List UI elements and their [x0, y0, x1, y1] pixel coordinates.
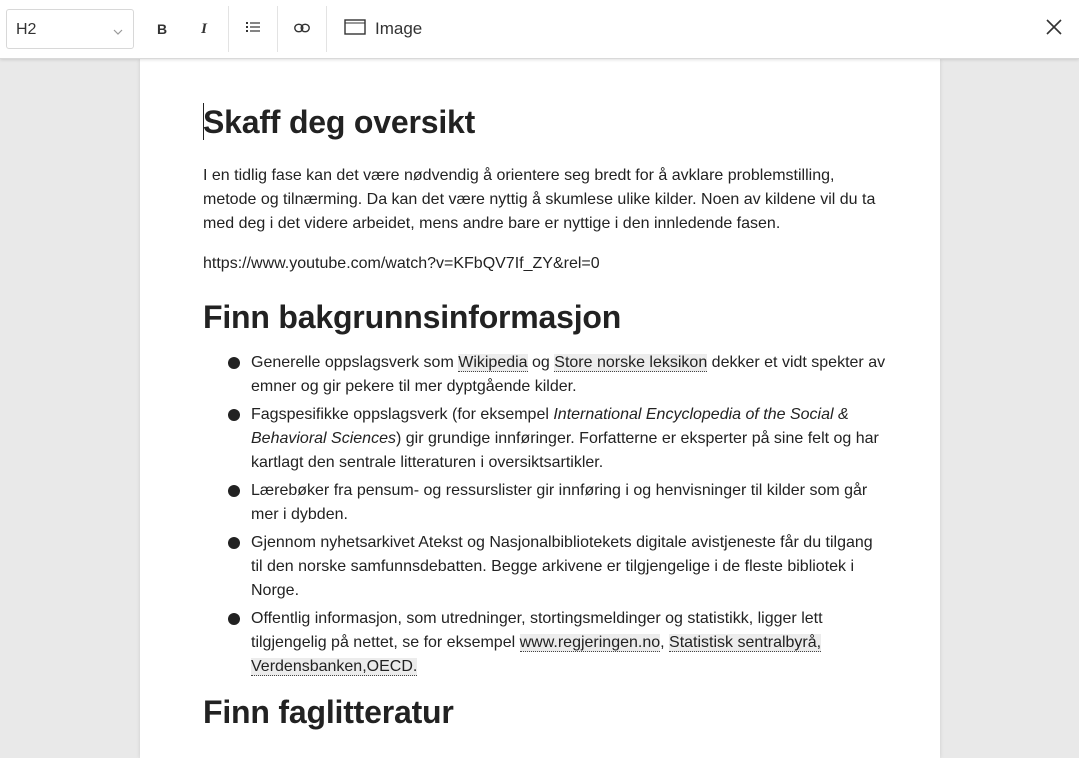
- bullet-list-button[interactable]: [233, 9, 273, 49]
- toolbar-divider: [228, 6, 229, 52]
- close-icon: [1046, 19, 1062, 40]
- heading-finn-faglitteratur[interactable]: Finn faglitteratur: [203, 694, 454, 730]
- bullet-icon: [228, 613, 240, 625]
- link-regjeringen[interactable]: www.regjeringen.no: [519, 634, 661, 651]
- link-wikipedia[interactable]: Wikipedia: [458, 354, 528, 371]
- image-icon: [344, 19, 366, 40]
- list-item-text: Fagspesifikke oppslagsverk (for eksempel: [251, 406, 554, 423]
- list-item-text: ) gir grundige innføringer. Forfatterne er eksperter på sine felt og har kartlagt den sentrale litteraturen i oversiktsartikler.: [251, 430, 879, 471]
- italic-icon: I: [201, 20, 207, 37]
- list-item[interactable]: [228, 607, 888, 679]
- link-button[interactable]: [282, 9, 322, 49]
- list-item-text: Generelle oppslagsverk som: [251, 354, 459, 371]
- editor-toolbar: [0, 0, 1079, 59]
- bold-button[interactable]: [142, 9, 182, 49]
- bullet-icon: [228, 357, 240, 369]
- link-icon: [294, 20, 310, 38]
- bullet-icon: [228, 409, 240, 421]
- list-item-text: og: [527, 354, 555, 371]
- block-style-value: H2: [16, 21, 37, 38]
- video-url[interactable]: https://www.youtube.com/watch?v=KFbQV7If_ZY&rel=0: [203, 255, 600, 272]
- list-item[interactable]: [228, 531, 888, 603]
- list-item[interactable]: [228, 403, 888, 475]
- list-item-text: Gjennom nyhetsarkivet Atekst og Nasjonalbibliotekets digitale avistjeneste får du tilgang til den norske samfunnsdebatten. Begge arkivene er tilgjengelige i de fleste bibliotek i Norge.: [251, 534, 873, 599]
- close-button[interactable]: [1041, 16, 1067, 42]
- document-page[interactable]: [140, 59, 940, 758]
- bold-icon: B: [156, 21, 168, 37]
- bullet-list-icon: [246, 20, 260, 38]
- encyclopedia-title: International Encyclopedia of the Social & Behavioral Sciences: [251, 406, 849, 447]
- heading-finn-bakgrunnsinformasjon[interactable]: Finn bakgrunnsinformasjon: [203, 299, 622, 335]
- background-info-list: [228, 351, 888, 683]
- toolbar-divider: [326, 6, 327, 52]
- insert-image-button[interactable]: [344, 9, 422, 49]
- bullet-icon: [228, 485, 240, 497]
- block-style-select[interactable]: [6, 9, 134, 49]
- italic-button[interactable]: [184, 9, 224, 49]
- list-item[interactable]: [228, 479, 888, 527]
- intro-paragraph[interactable]: I en tidlig fase kan det være nødvendig å orientere seg bredt for å avklare problemstilling, metode og tilnærming. Da kan det være nyttig å skumlese ulike kilder. Noen av kildene vil du ta med deg i det videre arbeidet, mens andre bare er nyttige i den innledende fasen.: [203, 167, 876, 232]
- toolbar-divider: [277, 6, 278, 52]
- heading-skaff-deg-oversikt[interactable]: Skaff deg oversikt: [203, 104, 476, 140]
- list-item-text: Offentlig informasjon, som utredninger, stortingsmeldinger og statistikk, ligger lett tilgjengelig på nettet, se for eksempel: [251, 610, 823, 651]
- chevron-down-icon: [113, 24, 123, 42]
- bullet-icon: [228, 537, 240, 549]
- link-store-norske-leksikon[interactable]: Store norske leksikon: [554, 354, 708, 371]
- list-item-text: Lærebøker fra pensum- og ressurslister gir innføring i og henvisninger til kilder som går mer i dybden.: [251, 482, 868, 523]
- list-item-text: dekker et vidt spekter av emner og gir pekere til mer dyptgående kilder.: [251, 354, 886, 395]
- list-item[interactable]: [228, 351, 888, 399]
- list-item-text: ,: [660, 634, 670, 651]
- image-button-label: Image: [375, 19, 423, 38]
- link-statistisk-sentralbyra[interactable]: Statistisk sentralbyrå, Verdensbanken,OECD.: [251, 634, 822, 675]
